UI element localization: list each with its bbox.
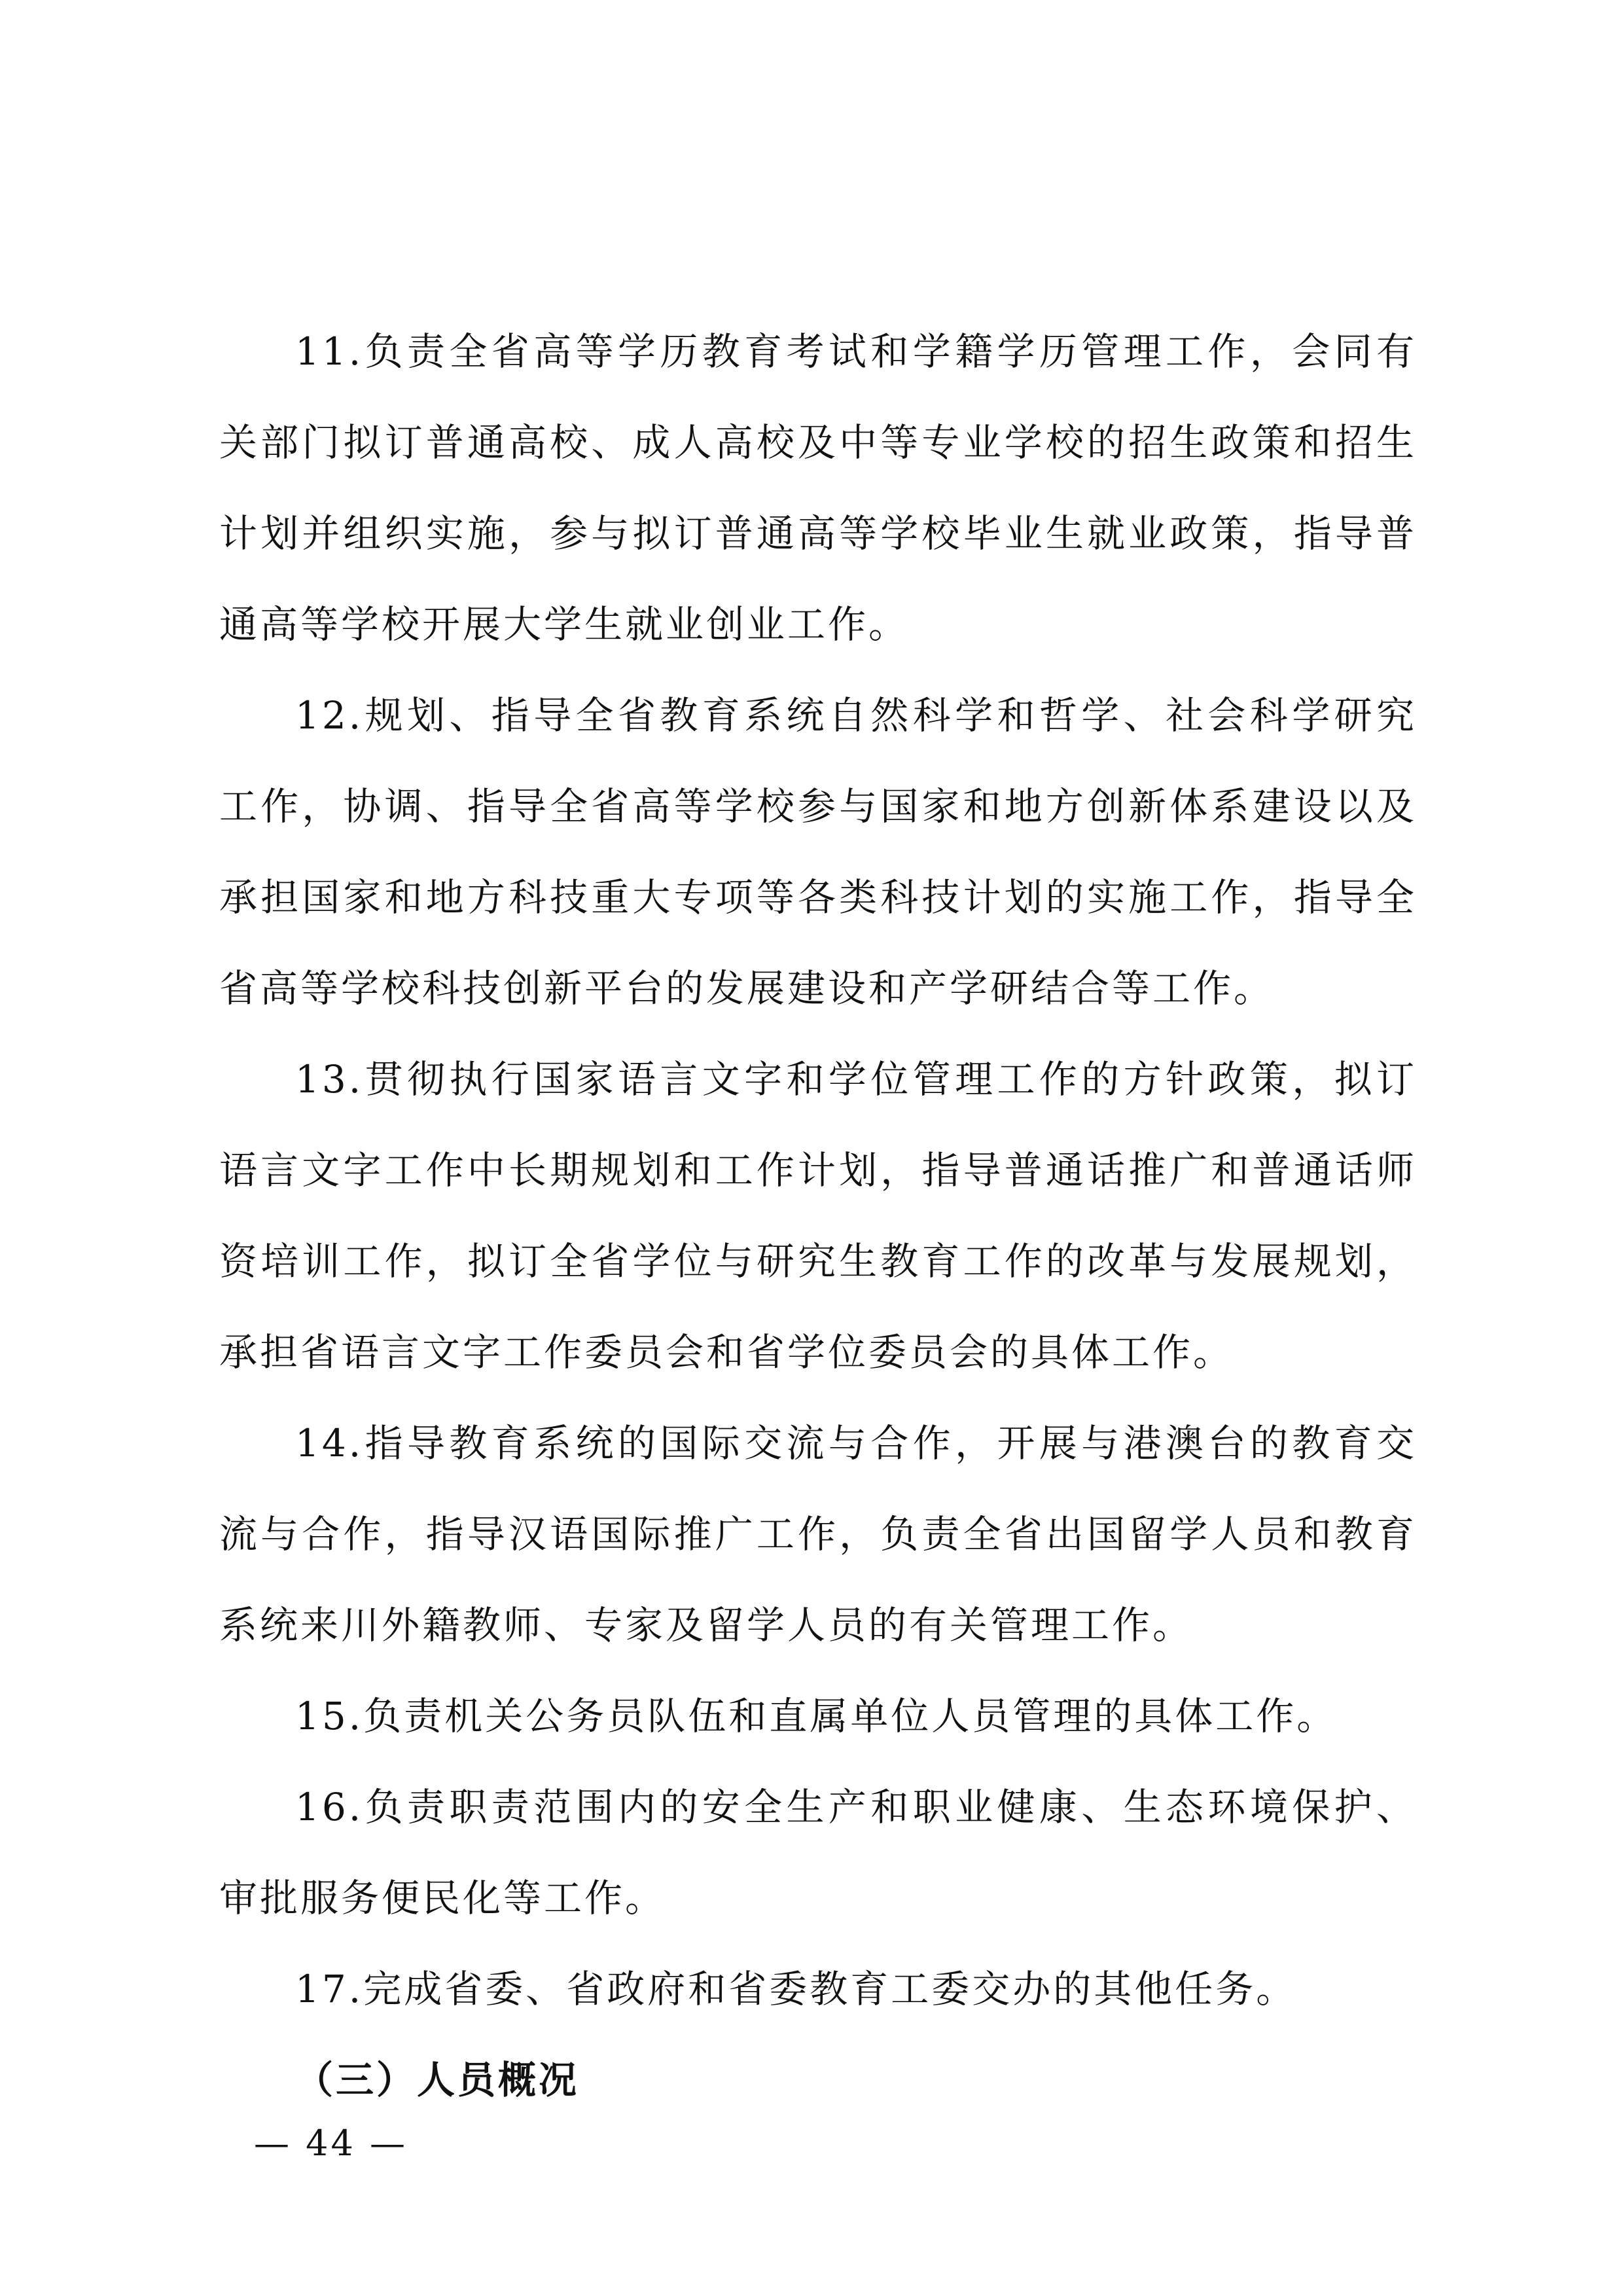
paragraph-item-13: 13.贯彻执行国家语言文字和学位管理工作的方针政策，拟订语言文字工作中长期规划和工作计划，指导普通话推广和普通话师资培训工作，拟订全省学位与研究生教育工作的改革与发展规划，承担省语言文字工作委员会和省学位委员会的具体工作。 bbox=[219, 1057, 1417, 1374]
paragraph-item-12: 12.规划、指导全省教育系统自然科学和哲学、社会科学研究工作，协调、指导全省高等学校参与国家和地方创新体系建设以及承担国家和地方科技重大专项等各类科技计划的实施工作，指导全省高等学校科技创新平台的发展建设和产学研结合等工作。 bbox=[219, 693, 1417, 1011]
section-heading: （三）人员概况 bbox=[295, 2058, 580, 2102]
paragraph-item-15: 15.负责机关公务员队伍和直属单位人员管理的具体工作。 bbox=[295, 1694, 1338, 1738]
page-number: — 44 — bbox=[254, 2123, 408, 2164]
document-body bbox=[219, 306, 1417, 2126]
paragraph-item-11: 11.负责全省高等学历教育考试和学籍学历管理工作，会同有关部门拟订普通高校、成人高校及中等专业学校的招生政策和招生计划并组织实施，参与拟订普通高等学校毕业生就业政策，指导普通高等学校开展大学生就业创业工作。 bbox=[219, 329, 1417, 647]
paragraph-item-16: 16.负责职责范围内的安全生产和职业健康、生态环境保护、审批服务便民化等工作。 bbox=[219, 1785, 1417, 1920]
paragraph-item-17: 17.完成省委、省政府和省委教育工委交办的其他任务。 bbox=[295, 1967, 1297, 2011]
paragraph-item-14: 14.指导教育系统的国际交流与合作，开展与港澳台的教育交流与合作，指导汉语国际推广工作，负责全省出国留学人员和教育系统来川外籍教师、专家及留学人员的有关管理工作。 bbox=[219, 1421, 1417, 1647]
